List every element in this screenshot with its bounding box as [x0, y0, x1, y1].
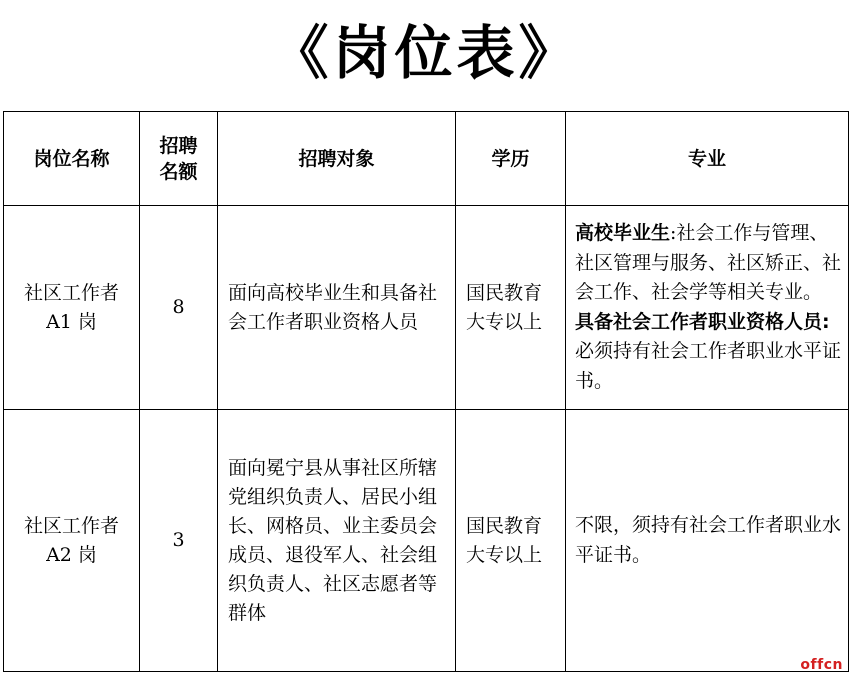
education-cell: 国民教育大专以上: [456, 206, 566, 410]
major-cell: [566, 206, 849, 410]
position-name: 社区工作者: [23, 281, 119, 304]
table-row: [4, 410, 849, 672]
page-title: 《岗位表》: [270, 19, 581, 87]
major-label-qualified: 具备社会工作者职业资格人员:: [575, 310, 830, 333]
table-row: [4, 206, 849, 410]
header-position-name: 岗位名称: [4, 112, 140, 206]
header-major: 专业: [566, 112, 849, 206]
position-code: A1 岗: [46, 310, 97, 333]
header-education: 学历: [456, 112, 566, 206]
position-name-cell: [4, 410, 140, 672]
major-cell: 不限，须持有社会工作者职业水平证书。: [566, 410, 849, 672]
education-cell: 国民教育大专以上: [456, 410, 566, 672]
header-target: 招聘对象: [218, 112, 456, 206]
major-label-graduates: 高校毕业生: [575, 222, 671, 244]
major-text-qualified: 必须持有社会工作者职业水平证书。: [575, 340, 842, 392]
major-text-graduates: :社会工作与管理、社区管理与服务、社区矫正、社会工作、社会学等相关专业。: [575, 222, 842, 303]
target-cell: 面向高校毕业生和具备社会工作者职业资格人员: [218, 206, 456, 410]
quota-cell: 8: [140, 206, 218, 410]
watermark-logo: offcn: [800, 657, 843, 673]
header-quota: 招聘名额: [140, 112, 218, 206]
position-table: [3, 111, 849, 672]
target-cell: 面向冕宁县从事社区所辖党组织负责人、居民小组长、网格员、业主委员会成员、退役军人、社会组织负责人、社区志愿者等群体: [218, 410, 456, 672]
position-name-cell: [4, 206, 140, 410]
position-code: A2 岗: [46, 543, 97, 566]
position-name: 社区工作者: [23, 514, 119, 537]
quota-cell: 3: [140, 410, 218, 672]
table-header-row: [4, 112, 849, 206]
